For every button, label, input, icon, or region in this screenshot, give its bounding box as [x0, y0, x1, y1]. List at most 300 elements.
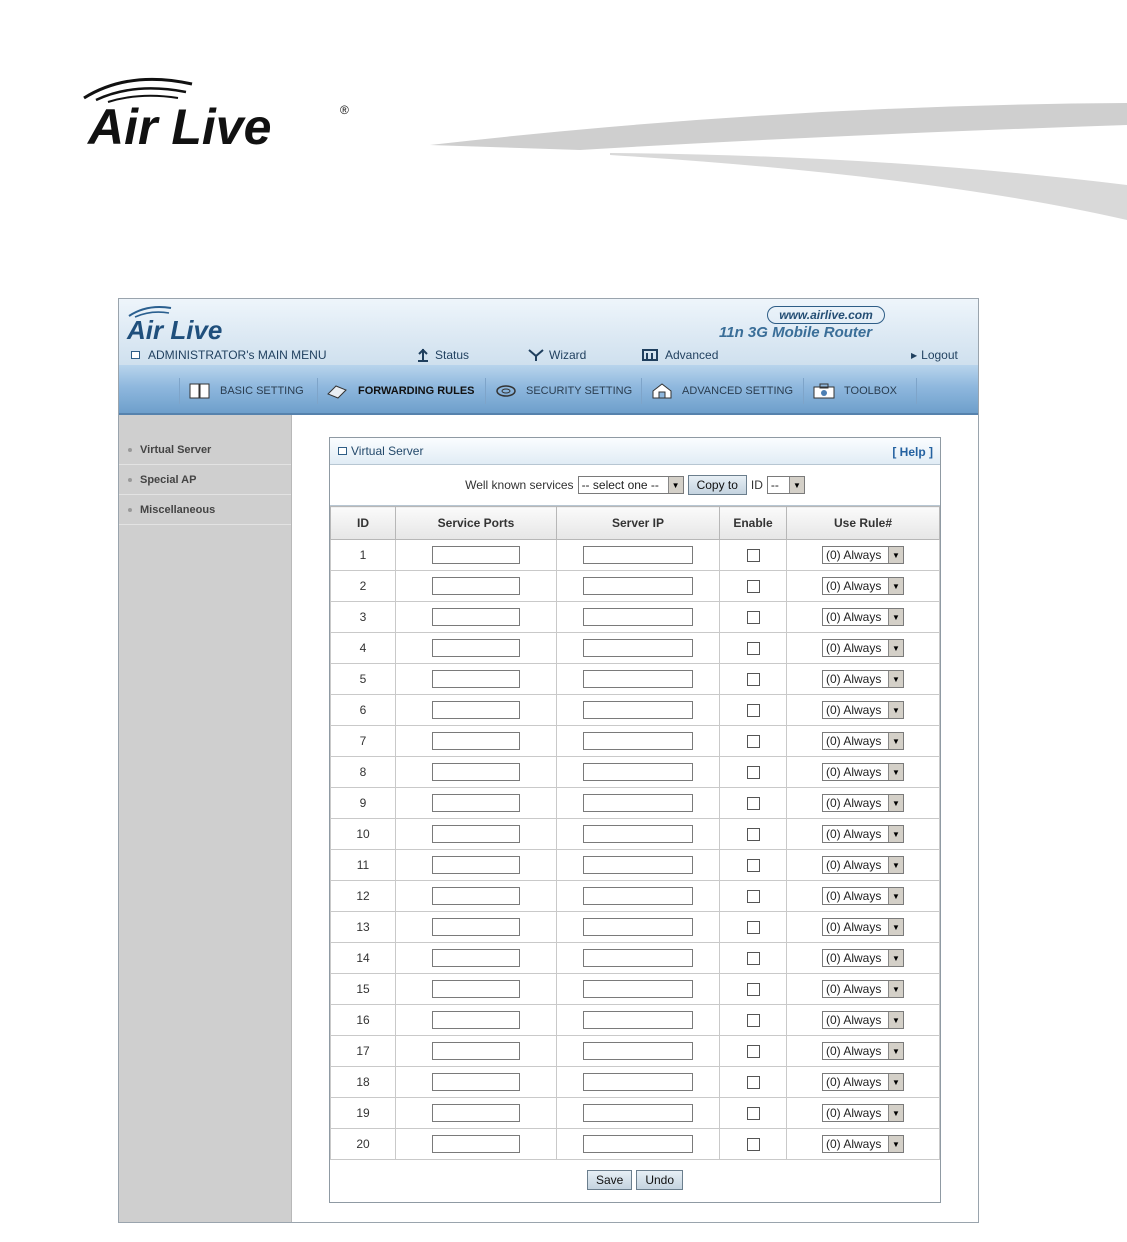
- server-ip-cell: [557, 571, 720, 602]
- server-ip-input[interactable]: [583, 701, 693, 719]
- use-rule-cell: [787, 881, 940, 912]
- use-rule-value: (0) Always: [826, 920, 882, 934]
- enable-checkbox[interactable]: [747, 952, 760, 965]
- table-row: [331, 943, 940, 974]
- enable-cell: [720, 726, 787, 757]
- sidebar-item-special-ap[interactable]: [119, 465, 291, 495]
- toolbox-icon: [812, 382, 836, 400]
- use-rule-cell: [787, 1067, 940, 1098]
- virtual-server-table: [330, 506, 940, 1160]
- enable-cell: [720, 664, 787, 695]
- server-ip-cell: [557, 664, 720, 695]
- use-rule-value: (0) Always: [826, 703, 882, 717]
- enable-checkbox[interactable]: [747, 921, 760, 934]
- use-rule-value: (0) Always: [826, 889, 882, 903]
- panel-title: Virtual Server: [351, 444, 424, 458]
- server-ip-input[interactable]: [583, 763, 693, 781]
- bullet-icon: [128, 478, 132, 482]
- dropdown-arrow-icon: ▼: [888, 640, 903, 656]
- service-ports-input[interactable]: [432, 1104, 520, 1122]
- enable-cell: [720, 881, 787, 912]
- panel-title-bar: [330, 438, 940, 465]
- use-rule-select[interactable]: [822, 887, 904, 905]
- enable-checkbox[interactable]: [747, 983, 760, 996]
- sidebar-item-label: Miscellaneous: [140, 503, 216, 516]
- enable-cell: [720, 1129, 787, 1160]
- service-ports-input[interactable]: [432, 856, 520, 874]
- server-ip-input[interactable]: [583, 1073, 693, 1091]
- table-row: [331, 757, 940, 788]
- dropdown-arrow-icon: ▼: [888, 702, 903, 718]
- use-rule-select[interactable]: [822, 701, 904, 719]
- row-id: 6: [331, 695, 396, 726]
- service-ports-cell: [396, 540, 557, 571]
- server-ip-cell: [557, 943, 720, 974]
- use-rule-value: (0) Always: [826, 672, 882, 686]
- row-id: 16: [331, 1005, 396, 1036]
- use-rule-value: (0) Always: [826, 1044, 882, 1058]
- dropdown-arrow-icon: ▼: [888, 733, 903, 749]
- server-ip-input[interactable]: [583, 732, 693, 750]
- server-ip-cell: [557, 1005, 720, 1036]
- use-rule-select[interactable]: [822, 1073, 904, 1091]
- enable-checkbox[interactable]: [747, 1138, 760, 1151]
- use-rule-cell: [787, 912, 940, 943]
- row-id: 17: [331, 1036, 396, 1067]
- service-ports-cell: [396, 912, 557, 943]
- server-ip-cell: [557, 695, 720, 726]
- dropdown-arrow-icon: ▼: [888, 857, 903, 873]
- dropdown-arrow-icon: ▼: [888, 888, 903, 904]
- row-id: 9: [331, 788, 396, 819]
- dropdown-arrow-icon: ▼: [888, 795, 903, 811]
- tab-toolbox-label: TOOLBOX: [844, 385, 897, 397]
- service-ports-cell: [396, 850, 557, 881]
- service-ports-cell: [396, 788, 557, 819]
- use-rule-value: (0) Always: [826, 796, 882, 810]
- save-button[interactable]: Save: [587, 1170, 632, 1190]
- enable-cell: [720, 943, 787, 974]
- services-select[interactable]: [578, 476, 684, 494]
- dropdown-arrow-icon: ▼: [888, 547, 903, 563]
- server-ip-input[interactable]: [583, 1104, 693, 1122]
- use-rule-cell: [787, 757, 940, 788]
- service-ports-input[interactable]: [432, 980, 520, 998]
- service-ports-input[interactable]: [432, 794, 520, 812]
- service-ports-input[interactable]: [432, 1135, 520, 1153]
- use-rule-select[interactable]: [822, 732, 904, 750]
- sidebar-item-virtual-server[interactable]: [119, 435, 291, 465]
- column-header-use-rule: Use Rule#: [787, 507, 940, 540]
- use-rule-cell: [787, 1005, 940, 1036]
- server-ip-input[interactable]: [583, 1135, 693, 1153]
- router-banner: [119, 299, 978, 365]
- server-ip-cell: [557, 757, 720, 788]
- dropdown-arrow-icon: ▼: [888, 981, 903, 997]
- enable-checkbox[interactable]: [747, 1014, 760, 1027]
- server-ip-input[interactable]: [583, 856, 693, 874]
- row-id: 11: [331, 850, 396, 881]
- row-id: 10: [331, 819, 396, 850]
- table-row: [331, 664, 940, 695]
- well-known-services-row: [330, 465, 940, 506]
- use-rule-cell: [787, 540, 940, 571]
- server-ip-cell: [557, 602, 720, 633]
- enable-checkbox[interactable]: [747, 859, 760, 872]
- status-link[interactable]: [415, 348, 469, 362]
- id-select[interactable]: [767, 476, 805, 494]
- row-id: 4: [331, 633, 396, 664]
- bullet-icon: [128, 508, 132, 512]
- use-rule-cell: [787, 571, 940, 602]
- airlive-logo: [74, 70, 364, 160]
- enable-cell: [720, 974, 787, 1005]
- use-rule-cell: [787, 850, 940, 881]
- use-rule-value: (0) Always: [826, 641, 882, 655]
- enable-checkbox[interactable]: [747, 549, 760, 562]
- server-ip-cell: [557, 974, 720, 1005]
- tab-toolbox[interactable]: [803, 378, 917, 404]
- server-ip-input[interactable]: [583, 918, 693, 936]
- enable-checkbox[interactable]: [747, 673, 760, 686]
- server-ip-input[interactable]: [583, 577, 693, 595]
- service-ports-input[interactable]: [432, 1073, 520, 1091]
- use-rule-cell: [787, 1098, 940, 1129]
- enable-checkbox[interactable]: [747, 735, 760, 748]
- services-select-value: -- select one --: [581, 478, 659, 492]
- enable-checkbox[interactable]: [747, 828, 760, 841]
- tab-advanced-setting-label: ADVANCED SETTING: [682, 385, 794, 397]
- service-ports-input[interactable]: [432, 949, 520, 967]
- table-row: [331, 1036, 940, 1067]
- server-ip-input[interactable]: [583, 1011, 693, 1029]
- enable-cell: [720, 1098, 787, 1129]
- main-menubar: [119, 346, 978, 365]
- sidebar-item-miscellaneous[interactable]: [119, 495, 291, 525]
- server-ip-cell: [557, 1067, 720, 1098]
- use-rule-cell: [787, 943, 940, 974]
- dropdown-arrow-icon: ▼: [789, 477, 804, 493]
- server-ip-input[interactable]: [583, 825, 693, 843]
- row-id: 2: [331, 571, 396, 602]
- use-rule-select[interactable]: [822, 763, 904, 781]
- book-icon: [188, 382, 212, 400]
- svg-text:®: ®: [340, 103, 349, 117]
- server-ip-cell: [557, 881, 720, 912]
- use-rule-cell: [787, 633, 940, 664]
- use-rule-cell: [787, 664, 940, 695]
- use-rule-select[interactable]: [822, 577, 904, 595]
- enable-cell: [720, 1067, 787, 1098]
- wizard-icon: [527, 348, 545, 362]
- use-rule-value: (0) Always: [826, 1013, 882, 1027]
- service-ports-input[interactable]: [432, 825, 520, 843]
- server-ip-cell: [557, 788, 720, 819]
- use-rule-value: (0) Always: [826, 982, 882, 996]
- table-row: [331, 1098, 940, 1129]
- use-rule-select[interactable]: [822, 1135, 904, 1153]
- router-admin-window: [118, 298, 979, 1223]
- service-ports-input[interactable]: [432, 577, 520, 595]
- use-rule-value: (0) Always: [826, 548, 882, 562]
- table-row: [331, 1067, 940, 1098]
- enable-checkbox[interactable]: [747, 1076, 760, 1089]
- use-rule-cell: [787, 1036, 940, 1067]
- tab-basic-setting[interactable]: [179, 378, 318, 404]
- server-ip-input[interactable]: [583, 546, 693, 564]
- use-rule-value: (0) Always: [826, 579, 882, 593]
- enable-cell: [720, 850, 787, 881]
- server-ip-input[interactable]: [583, 670, 693, 688]
- row-id: 14: [331, 943, 396, 974]
- table-row: [331, 726, 940, 757]
- enable-checkbox[interactable]: [747, 580, 760, 593]
- wizard-label: Wizard: [549, 348, 587, 362]
- table-row: [331, 974, 940, 1005]
- main-menu-title: [131, 348, 327, 362]
- service-ports-cell: [396, 1005, 557, 1036]
- table-row: [331, 850, 940, 881]
- bullet-icon: [128, 448, 132, 452]
- service-ports-cell: [396, 571, 557, 602]
- use-rule-select[interactable]: [822, 980, 904, 998]
- enable-cell: [720, 1036, 787, 1067]
- use-rule-cell: [787, 726, 940, 757]
- use-rule-value: (0) Always: [826, 827, 882, 841]
- copy-to-button[interactable]: Copy to: [688, 475, 747, 495]
- service-ports-cell: [396, 1036, 557, 1067]
- use-rule-value: (0) Always: [826, 1075, 882, 1089]
- enable-checkbox[interactable]: [747, 766, 760, 779]
- server-ip-cell: [557, 726, 720, 757]
- use-rule-value: (0) Always: [826, 734, 882, 748]
- table-body: [331, 540, 940, 1160]
- server-ip-cell: [557, 633, 720, 664]
- use-rule-select[interactable]: [822, 639, 904, 657]
- antenna-icon: [415, 348, 431, 362]
- table-row: [331, 881, 940, 912]
- use-rule-select[interactable]: [822, 1042, 904, 1060]
- enable-cell: [720, 602, 787, 633]
- row-id: 8: [331, 757, 396, 788]
- tab-forwarding-rules[interactable]: [317, 378, 486, 404]
- row-id: 18: [331, 1067, 396, 1098]
- row-id: 7: [331, 726, 396, 757]
- service-ports-cell: [396, 664, 557, 695]
- server-ip-input[interactable]: [583, 639, 693, 657]
- use-rule-value: (0) Always: [826, 858, 882, 872]
- row-id: 3: [331, 602, 396, 633]
- table-row: [331, 540, 940, 571]
- table-row: [331, 571, 940, 602]
- service-ports-input[interactable]: [432, 918, 520, 936]
- wizard-link[interactable]: [527, 348, 586, 362]
- use-rule-cell: [787, 602, 940, 633]
- column-header-id: ID: [331, 507, 396, 540]
- dropdown-arrow-icon: ▼: [888, 609, 903, 625]
- svg-text:Air Live: Air Live: [88, 99, 272, 155]
- service-ports-cell: [396, 1067, 557, 1098]
- enable-checkbox[interactable]: [747, 704, 760, 717]
- advanced-link[interactable]: [641, 348, 718, 362]
- enable-checkbox[interactable]: [747, 1107, 760, 1120]
- row-id: 20: [331, 1129, 396, 1160]
- virtual-server-panel: [329, 437, 941, 1203]
- enable-checkbox[interactable]: [747, 1045, 760, 1058]
- dropdown-arrow-icon: ▼: [888, 1043, 903, 1059]
- service-ports-input[interactable]: [432, 701, 520, 719]
- sidebar: [119, 415, 292, 1222]
- id-label: ID: [750, 478, 763, 492]
- service-ports-input[interactable]: [432, 887, 520, 905]
- use-rule-value: (0) Always: [826, 610, 882, 624]
- use-rule-select[interactable]: [822, 546, 904, 564]
- table-row: [331, 819, 940, 850]
- use-rule-select[interactable]: [822, 670, 904, 688]
- use-rule-select[interactable]: [822, 794, 904, 812]
- table-row: [331, 695, 940, 726]
- server-ip-cell: [557, 540, 720, 571]
- row-id: 12: [331, 881, 396, 912]
- enable-cell: [720, 571, 787, 602]
- settings-tabbar: [119, 365, 978, 415]
- service-ports-cell: [396, 695, 557, 726]
- table-row: [331, 633, 940, 664]
- enable-checkbox[interactable]: [747, 797, 760, 810]
- use-rule-select[interactable]: [822, 608, 904, 626]
- dropdown-arrow-icon: ▼: [888, 764, 903, 780]
- server-ip-input[interactable]: [583, 1042, 693, 1060]
- sidebar-item-label: Special AP: [140, 473, 197, 486]
- use-rule-cell: [787, 788, 940, 819]
- row-id: 1: [331, 540, 396, 571]
- server-ip-input[interactable]: [583, 949, 693, 967]
- service-ports-input[interactable]: [432, 763, 520, 781]
- enable-checkbox[interactable]: [747, 611, 760, 624]
- dropdown-arrow-icon: ▼: [888, 1136, 903, 1152]
- table-row: [331, 602, 940, 633]
- service-ports-input[interactable]: [432, 608, 520, 626]
- service-ports-cell: [396, 819, 557, 850]
- use-rule-select[interactable]: [822, 918, 904, 936]
- server-ip-input[interactable]: [583, 608, 693, 626]
- dropdown-arrow-icon: ▼: [888, 1074, 903, 1090]
- triangle-right-icon: ▶: [911, 350, 918, 360]
- dropdown-arrow-icon: ▼: [888, 578, 903, 594]
- service-ports-cell: [396, 602, 557, 633]
- service-ports-input[interactable]: [432, 1042, 520, 1060]
- service-ports-input[interactable]: [432, 1011, 520, 1029]
- sidebar-spacer: [119, 415, 291, 435]
- service-ports-cell: [396, 881, 557, 912]
- enable-checkbox[interactable]: [747, 890, 760, 903]
- use-rule-select[interactable]: [822, 949, 904, 967]
- advanced-label: Advanced: [665, 348, 719, 362]
- router-logo: [125, 302, 275, 344]
- use-rule-value: (0) Always: [826, 1137, 882, 1151]
- row-id: 19: [331, 1098, 396, 1129]
- use-rule-value: (0) Always: [826, 765, 882, 779]
- tab-security-setting-label: SECURITY SETTING: [526, 385, 633, 397]
- website-badge: www.airlive.com: [767, 306, 885, 324]
- service-ports-cell: [396, 1129, 557, 1160]
- use-rule-value: (0) Always: [826, 951, 882, 965]
- server-ip-cell: [557, 1098, 720, 1129]
- table-row: [331, 1129, 940, 1160]
- service-ports-cell: [396, 633, 557, 664]
- advanced-icon: [641, 348, 661, 362]
- server-ip-cell: [557, 912, 720, 943]
- server-ip-cell: [557, 1036, 720, 1067]
- enable-cell: [720, 819, 787, 850]
- dropdown-arrow-icon: ▼: [888, 1105, 903, 1121]
- use-rule-cell: [787, 695, 940, 726]
- help-link[interactable]: [ Help ]: [892, 445, 933, 459]
- use-rule-select[interactable]: [822, 1011, 904, 1029]
- product-model: 11n 3G Mobile Router: [719, 324, 873, 341]
- service-ports-cell: [396, 1098, 557, 1129]
- enable-cell: [720, 788, 787, 819]
- use-rule-select[interactable]: [822, 825, 904, 843]
- form-actions: [330, 1160, 940, 1200]
- column-header-enable: Enable: [720, 507, 787, 540]
- tab-advanced-setting[interactable]: [641, 378, 808, 404]
- use-rule-select[interactable]: [822, 856, 904, 874]
- undo-button[interactable]: Undo: [636, 1170, 683, 1190]
- use-rule-cell: [787, 819, 940, 850]
- enable-cell: [720, 757, 787, 788]
- square-bullet-icon: [338, 447, 347, 455]
- id-select-value: --: [770, 478, 779, 492]
- house-icon: [650, 382, 674, 400]
- enable-cell: [720, 633, 787, 664]
- service-ports-input[interactable]: [432, 670, 520, 688]
- server-ip-cell: [557, 819, 720, 850]
- service-ports-cell: [396, 943, 557, 974]
- enable-cell: [720, 912, 787, 943]
- status-label: Status: [435, 348, 470, 362]
- tab-basic-setting-label: BASIC SETTING: [220, 385, 304, 397]
- services-label: Well known services: [465, 478, 574, 492]
- service-ports-input[interactable]: [432, 546, 520, 564]
- use-rule-select[interactable]: [822, 1104, 904, 1122]
- dropdown-arrow-icon: ▼: [888, 950, 903, 966]
- logout-label: Logout: [921, 348, 958, 362]
- sidebar-item-label: Virtual Server: [140, 443, 212, 456]
- server-ip-input[interactable]: [583, 887, 693, 905]
- dropdown-arrow-icon: ▼: [888, 1012, 903, 1028]
- enable-checkbox[interactable]: [747, 642, 760, 655]
- service-ports-input[interactable]: [432, 639, 520, 657]
- table-row: [331, 1005, 940, 1036]
- svg-text:Air Live: Air Live: [127, 315, 223, 344]
- enable-cell: [720, 1005, 787, 1036]
- service-ports-input[interactable]: [432, 732, 520, 750]
- tab-security-setting[interactable]: [485, 378, 646, 404]
- enable-cell: [720, 540, 787, 571]
- server-ip-input[interactable]: [583, 794, 693, 812]
- enable-cell: [720, 695, 787, 726]
- service-ports-cell: [396, 974, 557, 1005]
- logout-link[interactable]: [911, 348, 958, 362]
- column-header-server-ip: Server IP: [557, 507, 720, 540]
- decorative-swoosh: [430, 95, 1127, 225]
- tab-forwarding-rules-label: FORWARDING RULES: [358, 385, 475, 397]
- server-ip-input[interactable]: [583, 980, 693, 998]
- use-rule-cell: [787, 974, 940, 1005]
- dropdown-arrow-icon: ▼: [888, 826, 903, 842]
- main-menu-label: ADMINISTRATOR's MAIN MENU: [148, 348, 327, 362]
